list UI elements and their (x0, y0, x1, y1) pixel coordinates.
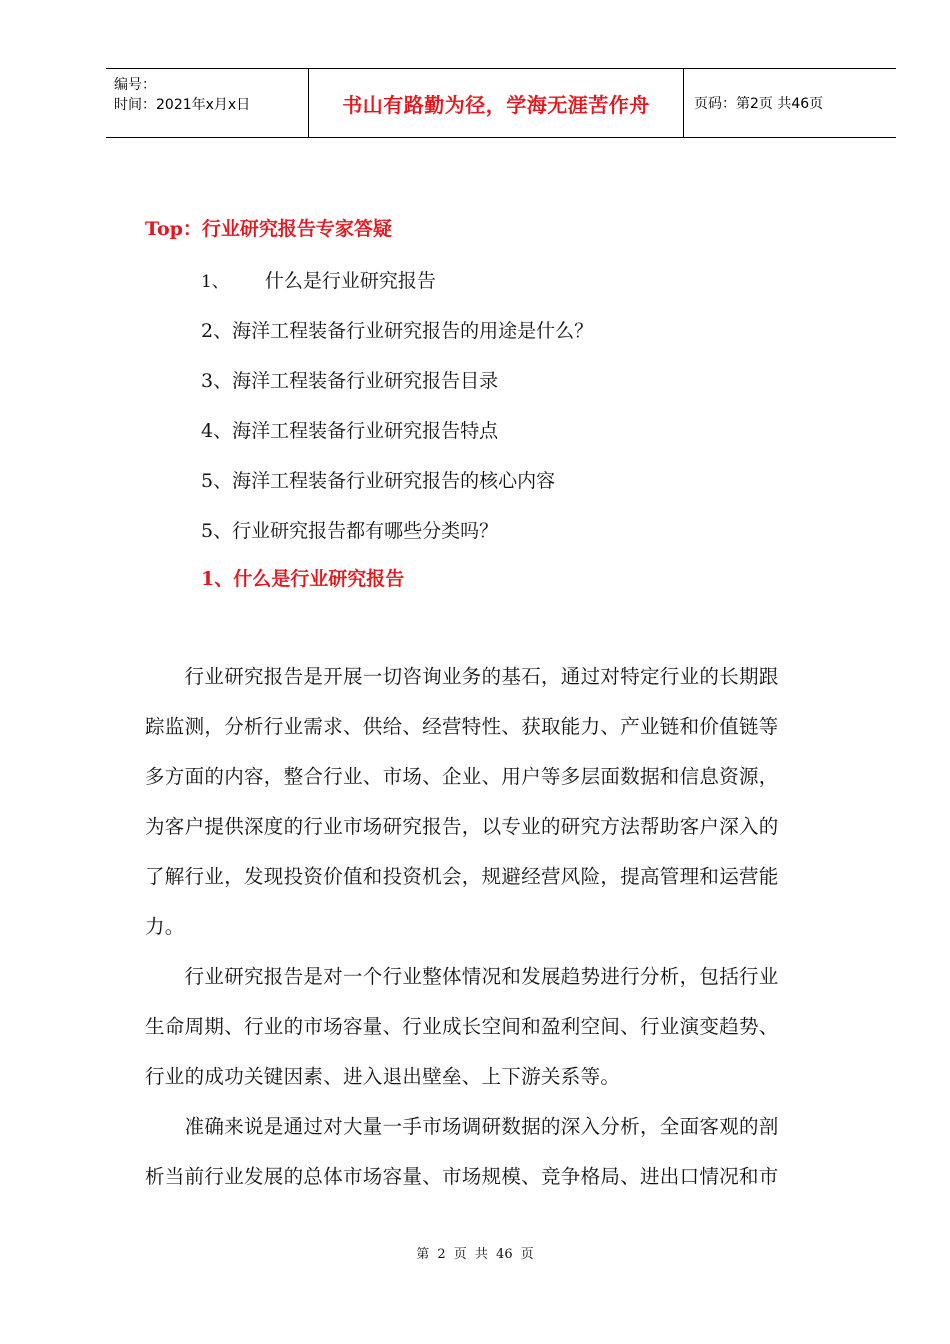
page-footer: 第 2 页 共 46 页 (416, 1247, 534, 1262)
toc-item (201, 266, 436, 293)
header-motto: 书山有路勤为径，学海无涯苦作舟 (309, 69, 684, 137)
toc-item-text: 海洋工程装备行业研究报告的用途是什么？ (232, 320, 594, 342)
body-line: 行业研究报告是开展一切咨询业务的基石，通过对特定行业的长期跟 (145, 665, 779, 688)
section-title: 1、什么是行业研究报告 (201, 568, 405, 590)
toc-item-text: 海洋工程装备行业研究报告目录 (232, 370, 499, 392)
toc-item (201, 366, 498, 393)
body-line: 踪监测，分析行业需求、供给、经营特性、获取能力、产业链和价值链等 (145, 715, 779, 738)
body-line: 行业研究报告是对一个行业整体情况和发展趋势进行分析，包括行业 (145, 965, 779, 988)
header-meta (106, 69, 309, 137)
toc-item-number: 5、 (201, 520, 233, 542)
body-line: 析当前行业发展的总体市场容量、市场规模、竞争格局、进出口情况和市 (145, 1165, 779, 1188)
toc-item-number: 1、 (201, 272, 229, 292)
toc-item (201, 416, 498, 443)
body-line: 多方面的内容，整合行业、市场、企业、用户等多层面数据和信息资源， (145, 765, 779, 788)
toc-item-number: 5、 (201, 470, 233, 492)
toc-item-number: 3、 (201, 370, 233, 392)
top-title: Top：行业研究报告专家答疑 (145, 218, 392, 240)
body-line: 力。 (145, 915, 185, 938)
time-label: 时间：2021年x月x日 (114, 97, 251, 113)
body-line: 生命周期、行业的市场容量、行业成长空间和盈利空间、行业演变趋势、 (145, 1015, 779, 1038)
page-header (106, 68, 896, 138)
toc-item-text: 什么是行业研究报告 (264, 270, 436, 292)
toc-item-text: 海洋工程装备行业研究报告的核心内容 (232, 470, 556, 492)
body-line: 行业的成功关键因素、进入退出壁垒、上下游关系等。 (145, 1065, 621, 1088)
body-line: 了解行业，发现投资价值和投资机会，规避经营风险，提高管理和运营能 (145, 865, 779, 888)
toc-item-number: 4、 (201, 420, 233, 442)
body-line: 准确来说是通过对大量一手市场调研数据的深入分析，全面客观的剖 (145, 1115, 779, 1138)
toc-item (201, 316, 593, 343)
body-line: 为客户提供深度的行业市场研究报告，以专业的研究方法帮助客户深入的 (145, 815, 779, 838)
toc-item-number: 2、 (201, 320, 233, 342)
toc-item (201, 466, 555, 493)
number-label: 编号： (114, 77, 156, 93)
toc-item-text: 海洋工程装备行业研究报告特点 (232, 420, 499, 442)
toc-item (201, 516, 498, 543)
toc-item-text: 行业研究报告都有哪些分类吗？ (232, 520, 499, 542)
header-page-info: 页码：第2页 共46页 (694, 96, 824, 112)
